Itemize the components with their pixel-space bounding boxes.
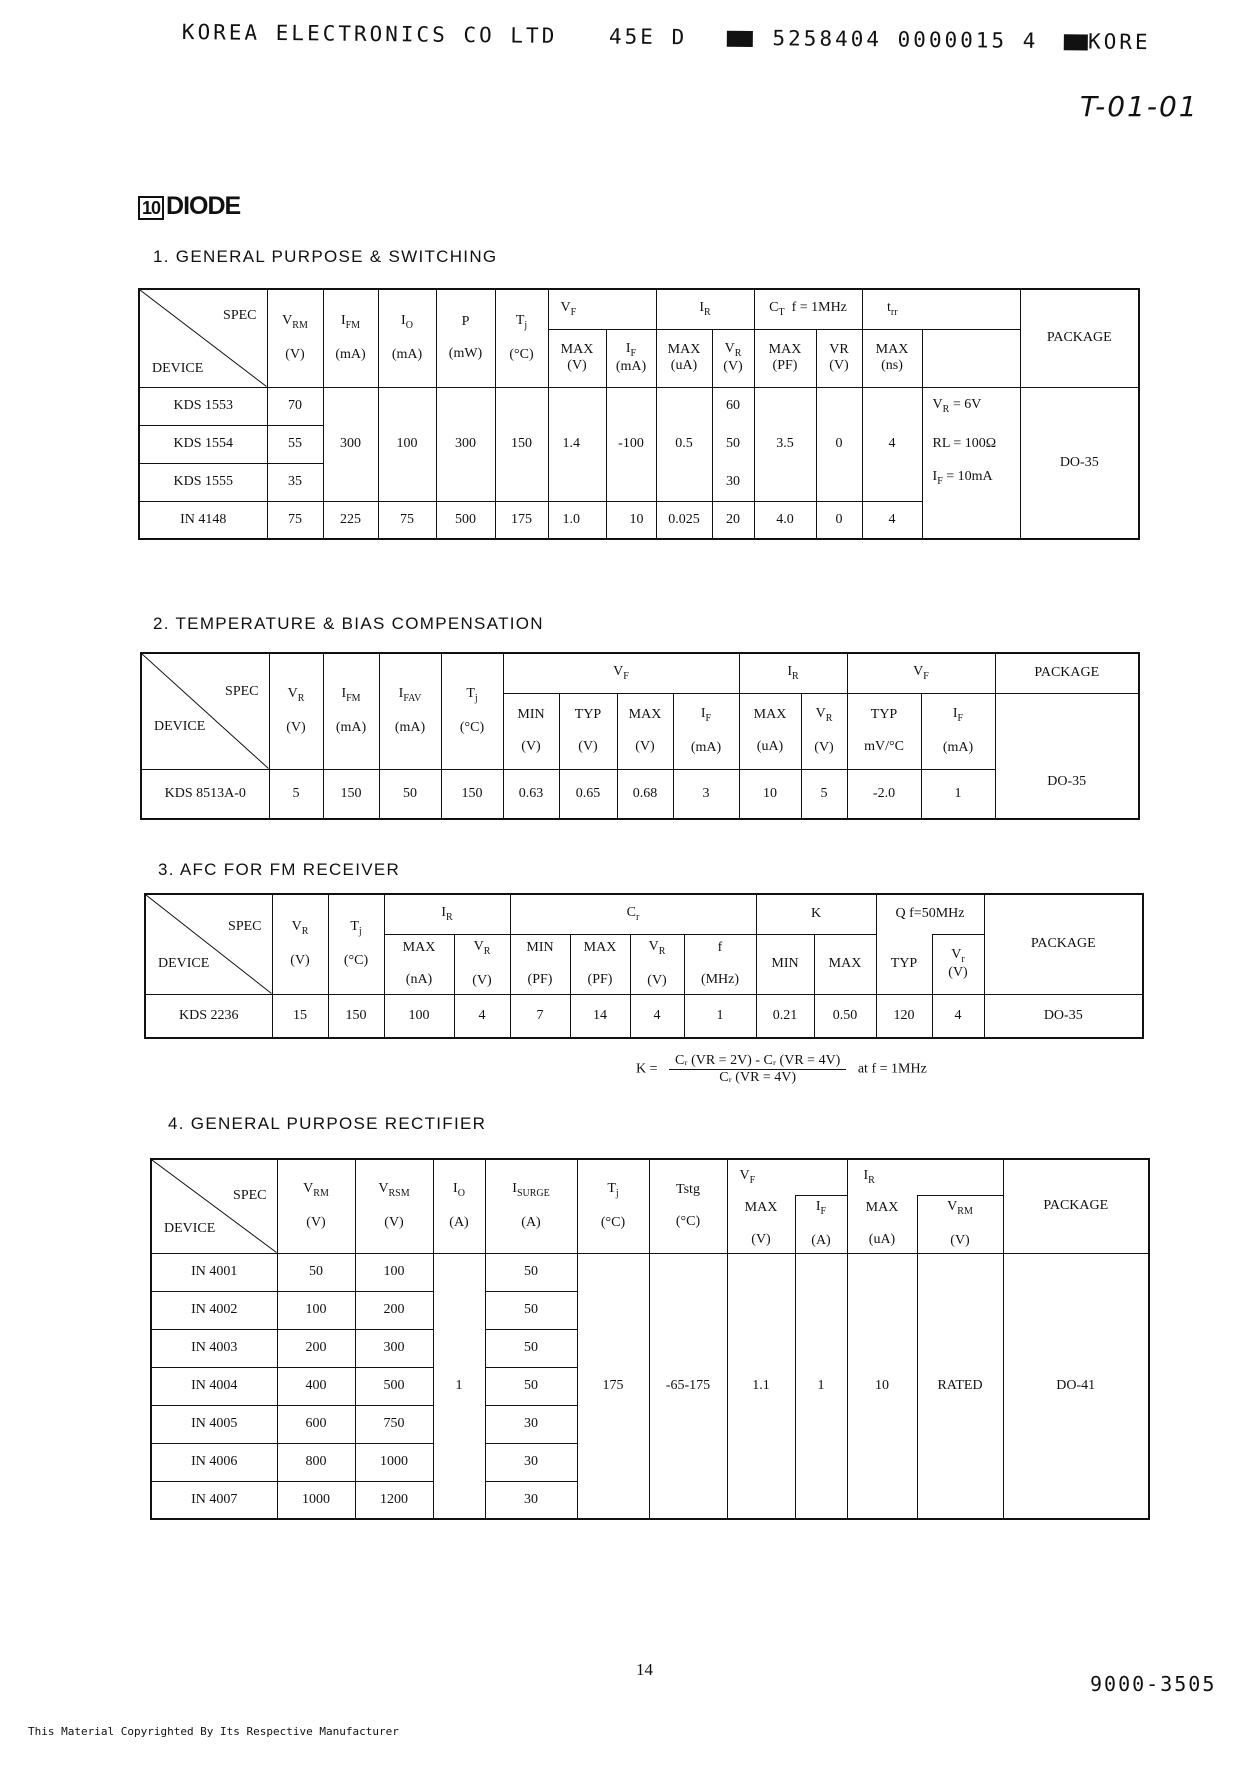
vf-if-cell: 10 (606, 501, 656, 539)
isurge-cell: 30 (485, 1405, 577, 1443)
col-vf-if: $I_F$ (mA) (606, 329, 656, 387)
formula-k: K = (636, 1061, 658, 1077)
col-tj: $T_j$ (°C) (495, 289, 548, 387)
vr2-cell: 4 (630, 994, 684, 1038)
vrm-cell: 35 (267, 463, 323, 501)
vrm-cell: 70 (267, 387, 323, 425)
io-cell: 1 (433, 1253, 485, 1519)
device-cell: IN 4001 (151, 1253, 277, 1291)
package-cell: DO-35 (984, 994, 1143, 1038)
col-vf-if: $I_F$ (A) (795, 1195, 847, 1253)
group-q: Q f=50MHz (876, 894, 984, 934)
ir-max-cell: 10 (847, 1253, 917, 1519)
table-row (145, 994, 1143, 1038)
f-cell: 1 (684, 994, 756, 1038)
handwritten-note: T-01-01 (1080, 90, 1199, 123)
col-max: MAX (PF) (570, 934, 630, 994)
group-k: K (756, 894, 876, 934)
tj-cell: 175 (577, 1253, 649, 1519)
vf-max-cell: 1.4 (548, 387, 606, 501)
condition-cell: RL = 100Ω (922, 425, 1020, 463)
group-vf: $V_F$ (548, 289, 656, 329)
col-ir-max: MAX (uA) (847, 1195, 917, 1253)
ir-max-cell: 0.025 (656, 501, 712, 539)
col-io: $I_O$ (mA) (378, 289, 436, 387)
group-ir: $I_R$ (384, 894, 510, 934)
col-k-max: MAX (814, 934, 876, 994)
device-label: DEVICE (164, 1220, 216, 1236)
condition-cell: $V_R = 6V$ (922, 387, 1020, 425)
group-ir: $I_R$ (739, 653, 847, 693)
package-cell: DO-35 (995, 693, 1139, 819)
black-block-mark (727, 31, 753, 47)
vrm-cell: 600 (277, 1405, 355, 1443)
ir-vr-cell: 20 (712, 501, 754, 539)
vf-max-cell: 1.0 (548, 501, 606, 539)
device-label: DEVICE (152, 360, 204, 376)
p-cell: 500 (436, 501, 495, 539)
col-vr2: $V_R$ (V) (630, 934, 684, 994)
ifm-cell: 300 (323, 387, 378, 501)
formula-condition: at f = 1MHz (857, 1061, 927, 1077)
isurge-cell: 50 (485, 1291, 577, 1329)
k-min-cell: 0.21 (756, 994, 814, 1038)
col-tstg: Tstg (°C) (649, 1159, 727, 1253)
vrm-cell: 55 (267, 425, 323, 463)
code-barcode-number: 5258404 0000015 4 (772, 26, 1039, 53)
isurge-cell: 50 (485, 1253, 577, 1291)
ifm-cell: 150 (323, 769, 379, 819)
spec-device-header (145, 894, 272, 994)
io-cell: 100 (378, 387, 436, 501)
group-vf: $V_F$ (503, 653, 739, 693)
group-cr: $C_r$ (510, 894, 756, 934)
col-package: PACKAGE (995, 653, 1139, 693)
device-cell: KDS 2236 (145, 994, 272, 1038)
table-general-purpose-rectifier (150, 1158, 1150, 1520)
ir-max-cell: 10 (739, 769, 801, 819)
col-k-min: MIN (756, 934, 814, 994)
io-cell: 75 (378, 501, 436, 539)
if-cell: 3 (673, 769, 739, 819)
vrm-cell: 50 (277, 1253, 355, 1291)
ir-vr-cell: 60 (712, 387, 754, 425)
col-tj: $T_j$ (°C) (328, 894, 384, 994)
device-label: DEVICE (154, 718, 206, 734)
vrsm-cell: 1200 (355, 1481, 433, 1519)
col-ir-vr: $V_R$ (V) (712, 329, 754, 387)
formula-denominator: Cᵣ (VR = 4V) (719, 1070, 797, 1085)
vrsm-cell: 200 (355, 1291, 433, 1329)
vrm-cell: 1000 (277, 1481, 355, 1519)
section-3-heading: 3. AFC FOR FM RECEIVER (158, 860, 401, 879)
device-cell: IN 4007 (151, 1481, 277, 1519)
document-code: 9000-3505 (1090, 1672, 1217, 1696)
k-max-cell: 0.50 (814, 994, 876, 1038)
col-typ: TYP (V) (559, 693, 617, 769)
ct-vr-cell: 0 (816, 387, 862, 501)
min-cell: 7 (510, 994, 570, 1038)
typ-cell: 0.65 (559, 769, 617, 819)
device-cell: IN 4002 (151, 1291, 277, 1329)
vf2-typ-cell: -2.0 (847, 769, 921, 819)
spec-label: SPEC (225, 684, 259, 699)
col-trr-max: MAX (ns) (862, 329, 922, 387)
ifm-cell: 225 (323, 501, 378, 539)
section-1-heading: 1. GENERAL PURPOSE & SWITCHING (153, 247, 498, 266)
col-q-typ: TYP (876, 934, 932, 994)
tj-cell: 175 (495, 501, 548, 539)
group-vf-temp: $V_F$ (847, 653, 995, 693)
isurge-cell: 30 (485, 1481, 577, 1519)
tj-cell: 150 (495, 387, 548, 501)
col-vrm: $V_{RM}$ (V) (277, 1159, 355, 1253)
vrsm-cell: 750 (355, 1405, 433, 1443)
code-kore: KORE (1087, 29, 1151, 55)
copyright-notice: This Material Copyrighted By Its Respective Manufacturer (28, 1725, 399, 1738)
ir-max-cell: 100 (384, 994, 454, 1038)
vrm-cell: 75 (267, 501, 323, 539)
k-formula (636, 1053, 927, 1086)
vrsm-cell: 1000 (355, 1443, 433, 1481)
min-cell: 0.63 (503, 769, 559, 819)
ir-vr-cell: 4 (454, 994, 510, 1038)
col-ir-max: MAX (uA) (739, 693, 801, 769)
code-45e: 45E D (608, 24, 688, 50)
title-icon: 10 (138, 196, 164, 220)
col-vr: $V_R$ (V) (269, 653, 323, 769)
col-q-vr: $V_r$ (V) (932, 934, 984, 994)
vf-if-cell: -100 (606, 387, 656, 501)
table-row (139, 387, 1139, 425)
package-cell: DO-35 (1020, 387, 1139, 539)
ir-vrm-cell: RATED (917, 1253, 1003, 1519)
condition-cell: $I_F = 10mA$ (922, 463, 1020, 539)
max-cell: 0.68 (617, 769, 673, 819)
col-isurge: $I_{SURGE}$ (A) (485, 1159, 577, 1253)
vrm-cell: 200 (277, 1329, 355, 1367)
col-ct-vr: VR (V) (816, 329, 862, 387)
device-cell: IN 4148 (139, 501, 267, 539)
blank-cell (922, 289, 1020, 329)
package-cell: DO-41 (1003, 1253, 1149, 1519)
tstg-cell: -65-175 (649, 1253, 727, 1519)
col-ir-vr: $V_R$ (V) (454, 934, 510, 994)
title-label: DIODE (166, 192, 241, 220)
col-vf2-typ: TYP mV/°C (847, 693, 921, 769)
vr-cell: 15 (272, 994, 328, 1038)
ir-vr-cell: 50 (712, 425, 754, 463)
col-f: f (MHz) (684, 934, 756, 994)
col-package: PACKAGE (1020, 289, 1139, 387)
col-ifm: $I_{FM}$ (mA) (323, 653, 379, 769)
col-ir-vrm: $V_{RM}$ (V) (917, 1195, 1003, 1253)
col-tj: $T_j$ (°C) (577, 1159, 649, 1253)
max-cell: 14 (570, 994, 630, 1038)
col-io: $I_O$ (A) (433, 1159, 485, 1253)
table-afc-fm-receiver (144, 893, 1144, 1039)
device-cell: IN 4003 (151, 1329, 277, 1367)
col-ifm: $I_{FM}$ (mA) (323, 289, 378, 387)
q-typ-cell: 120 (876, 994, 932, 1038)
device-label: DEVICE (158, 955, 210, 971)
trr-cell: 4 (862, 501, 922, 539)
col-vf2-if: $I_F$ (mA) (921, 693, 995, 769)
col-vf-max: MAX (V) (727, 1195, 795, 1253)
vrm-cell: 800 (277, 1443, 355, 1481)
ct-max-cell: 4.0 (754, 501, 816, 539)
spec-label: SPEC (228, 919, 262, 934)
vf-if-cell: 1 (795, 1253, 847, 1519)
col-vrsm: $V_{RSM}$ (V) (355, 1159, 433, 1253)
device-cell: IN 4006 (151, 1443, 277, 1481)
col-vf-max: MAX (V) (548, 329, 606, 387)
ir-max-cell: 0.5 (656, 387, 712, 501)
formula-numerator: Cᵣ (VR = 2V) - Cᵣ (VR = 4V) (669, 1053, 846, 1070)
col-min: MIN (V) (503, 693, 559, 769)
formula-fraction (669, 1053, 846, 1086)
page-title (138, 192, 240, 221)
col-if: $I_F$ (mA) (673, 693, 739, 769)
page-number: 14 (636, 1660, 653, 1679)
spec-device-header (141, 653, 269, 769)
col-ir-vr: $V_R$ (V) (801, 693, 847, 769)
col-ct-max: MAX (PF) (754, 329, 816, 387)
header-line (182, 20, 1151, 54)
vrsm-cell: 300 (355, 1329, 433, 1367)
group-trr: $t_{rr}$ (862, 289, 922, 329)
trr-cell: 4 (862, 387, 922, 501)
spec-label: SPEC (223, 308, 257, 323)
col-vr: $V_R$ (V) (272, 894, 328, 994)
table-general-purpose-switching (138, 288, 1140, 540)
p-cell: 300 (436, 387, 495, 501)
group-ir: $I_R$ (847, 1159, 1003, 1195)
vf-max-cell: 1.1 (727, 1253, 795, 1519)
section-4-heading: 4. GENERAL PURPOSE RECTIFIER (168, 1114, 487, 1133)
col-ifav: $I_{FAV}$ (mA) (379, 653, 441, 769)
spec-device-header (139, 289, 267, 387)
tj-cell: 150 (441, 769, 503, 819)
table-row (151, 1253, 1149, 1291)
q-vr-cell: 4 (932, 994, 984, 1038)
device-cell: KDS 1553 (139, 387, 267, 425)
vrsm-cell: 500 (355, 1367, 433, 1405)
isurge-cell: 50 (485, 1329, 577, 1367)
table-row (141, 769, 1139, 819)
col-p: P (mW) (436, 289, 495, 387)
group-vf: $V_F$ (727, 1159, 847, 1195)
device-cell: IN 4004 (151, 1367, 277, 1405)
ir-vr-cell: 30 (712, 463, 754, 501)
col-package: PACKAGE (1003, 1159, 1149, 1253)
tj-cell: 150 (328, 994, 384, 1038)
group-ir: $I_R$ (656, 289, 754, 329)
black-block-mark-2 (1064, 34, 1088, 50)
device-cell: KDS 1555 (139, 463, 267, 501)
col-ir-max: MAX (nA) (384, 934, 454, 994)
ir-vr-cell: 5 (801, 769, 847, 819)
isurge-cell: 30 (485, 1443, 577, 1481)
col-max: MAX (V) (617, 693, 673, 769)
company-name: KOREA ELECTRONICS CO LTD (181, 20, 558, 48)
col-package: PACKAGE (984, 894, 1143, 994)
vrm-cell: 400 (277, 1367, 355, 1405)
col-vrm: $V_{RM}$ (V) (267, 289, 323, 387)
ct-vr-cell: 0 (816, 501, 862, 539)
blank-cell (922, 329, 1020, 387)
device-cell: KDS 1554 (139, 425, 267, 463)
spec-label: SPEC (233, 1188, 267, 1203)
device-cell: KDS 8513A-0 (141, 769, 269, 819)
vrsm-cell: 100 (355, 1253, 433, 1291)
vr-cell: 5 (269, 769, 323, 819)
col-tj: $T_j$ (°C) (441, 653, 503, 769)
vf2-if-cell: 1 (921, 769, 995, 819)
col-ir-max: MAX (uA) (656, 329, 712, 387)
isurge-cell: 50 (485, 1367, 577, 1405)
ifav-cell: 50 (379, 769, 441, 819)
table-temperature-bias (140, 652, 1140, 820)
section-2-heading: 2. TEMPERATURE & BIAS COMPENSATION (153, 614, 544, 633)
vrm-cell: 100 (277, 1291, 355, 1329)
col-min: MIN (PF) (510, 934, 570, 994)
spec-device-header (151, 1159, 277, 1253)
group-ct: $C_T$ f = 1MHz (754, 289, 862, 329)
device-cell: IN 4005 (151, 1405, 277, 1443)
ct-max-cell: 3.5 (754, 387, 816, 501)
